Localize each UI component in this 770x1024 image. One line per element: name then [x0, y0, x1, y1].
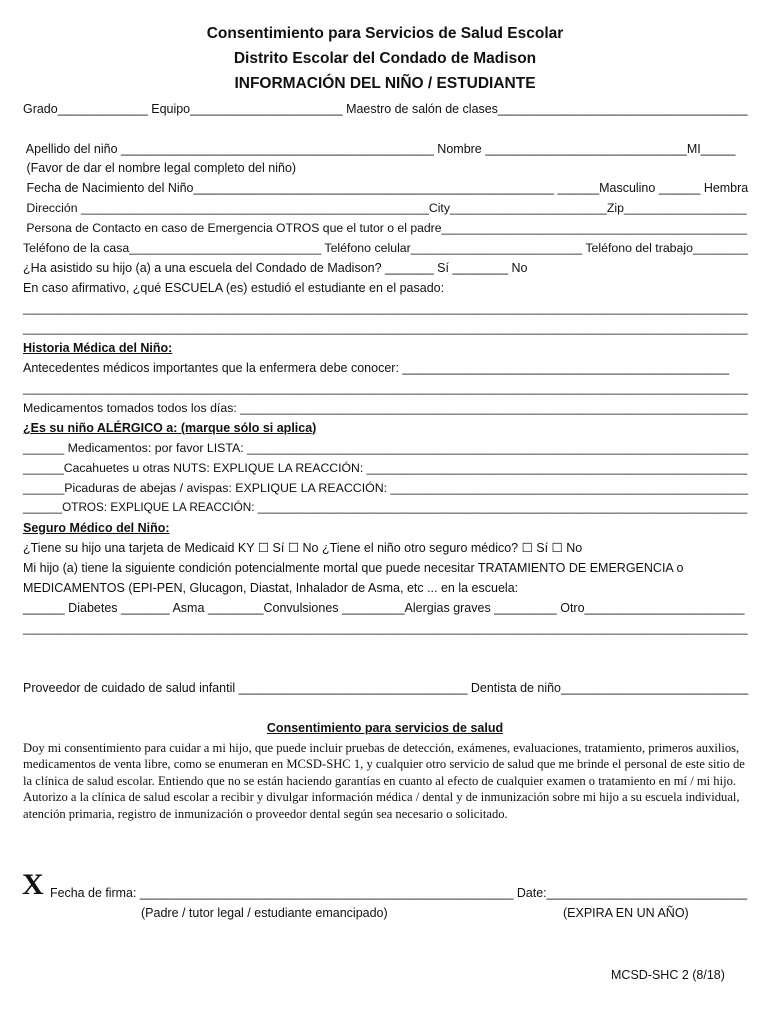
medicaid-question[interactable]: ¿Tiene su hijo una tarjeta de Medicaid KY ☐ Sí ☐ No ¿Tiene el niño otro seguro médico? ☐ Sí ☐ No [23, 541, 583, 555]
attended-madison-line[interactable]: ¿Ha asistido su hijo (a) a una escuela del Condado de Madison? _______ Sí ________ No [23, 261, 528, 275]
signature-x-mark: X [22, 868, 44, 901]
medical-history-heading: Historia Médica del Niño: [23, 341, 173, 355]
previous-school-blank-1[interactable]: ____________________________________________________________________________________________________________ [23, 301, 748, 315]
previous-school-blank-2[interactable]: ____________________________________________________________________________________________________________ [23, 321, 748, 335]
medical-history-line[interactable]: Antecedentes médicos importantes que la enfermera debe conocer: _______________________________________________ [23, 361, 730, 375]
medical-history-blank[interactable]: __________________________________________________________________________________________________________ [23, 381, 748, 395]
expiry-note: (EXPIRA EN UN AÑO) [563, 906, 689, 920]
allergy-nuts-line[interactable]: ______Cacahuetes u otras NUTS: EXPLIQUE LA REACCIÓN: ________________________________________________________ [23, 461, 748, 475]
consent-body: Doy mi consentimiento para cuidar a mi hijo, que puede incluir pruebas de detección, exámenes, evaluaciones, tratamiento, primeros auxilios, medicamentos de venta libre, como se enumeran en MCSD-SHC 1, y cualquier otro servicio de salud que me brinde el personal de este sitio de la clínica de salud escolar. Entiendo que no se están haciendo garantías en cuanto al efecto de cualquier examen o tratamiento en mí / mi hijo. Autorizo a la clínica de salud escolar a recibir y divulgar información médica / dental y de inmunización sobre mi hijo a su escuela individual, atención primaria, registro de inmunización o proveedor dental según sea necesario o solicitado. [23, 741, 745, 821]
signature-date-line[interactable]: Fecha de firma: ______________________________________________________ Date:_____________________________ [50, 886, 748, 900]
condition-statement-1: Mi hijo (a) tiene la siguiente condición potencialmente mortal que puede necesitar TRATAMIENTO DE EMERGENCIA o [23, 561, 684, 575]
allergy-other-line[interactable]: ______OTROS: EXPLIQUE LA REACCIÓN: ___________________________________________________________________________ [23, 501, 748, 514]
signer-note: (Padre / tutor legal / estudiante emancipado) [141, 906, 388, 920]
address-line[interactable]: Dirección ___________________________________________________City_______________________Zip__________________ [23, 201, 747, 215]
legal-name-note: (Favor de dar el nombre legal completo del niño) [23, 161, 297, 175]
section-title: INFORMACIÓN DEL NIÑO / ESTUDIANTE [234, 75, 536, 92]
form-code: MCSD-SHC 2 (8/18) [611, 968, 725, 982]
allergic-heading: ¿Es su niño ALÉRGICO a: (marque sólo si aplica) [23, 421, 317, 435]
consent-heading: Consentimiento para servicios de salud [266, 721, 504, 735]
previous-school-question: En caso afirmativo, ¿qué ESCUELA (es) estudió el estudiante en el pasado: [23, 281, 445, 295]
form-title: Consentimiento para Servicios de Salud Escolar [206, 25, 564, 42]
birth-gender-line[interactable]: Fecha de Nacimiento del Niño____________________________________________________ ______Masculino ______ Hembra [23, 181, 749, 195]
condition-statement-2: MEDICAMENTOS (EPI-PEN, Glucagon, Diastat, Inhalador de Asma, etc ... en la escuela: [23, 581, 519, 595]
emergency-contact-line[interactable]: Persona de Contacto en caso de Emergencia OTROS que el tutor o el padre_____________________________________________ [23, 221, 747, 235]
insurance-heading: Seguro Médico del Niño: [23, 521, 170, 535]
child-name-line[interactable]: Apellido del niño _____________________________________________ Nombre _____________________________MI_____ [23, 142, 736, 156]
phones-line[interactable]: Teléfono de la casa____________________________ Teléfono celular_________________________ Teléfono del trabajo________ [23, 241, 748, 255]
conditions-blank[interactable]: ____________________________________________________________________________________________________________ [23, 621, 748, 635]
grade-line[interactable]: Grado_____________ Equipo______________________ Maestro de salón de clases____________________________________ [23, 102, 748, 116]
district-name: Distrito Escolar del Condado de Madison [233, 50, 537, 67]
allergy-bees-line[interactable]: ______Picaduras de abejas / avispas: EXPLIQUE LA REACCIÓN: ____________________________________________________ [23, 481, 748, 495]
daily-medications-line[interactable]: Medicamentos tomados todos los días: __________________________________________________________________________ [23, 401, 748, 415]
allergy-medications-line[interactable]: ______ Medicamentos: por favor LISTA: _________________________________________________________________________ [23, 441, 749, 455]
providers-line[interactable]: Proveedor de cuidado de salud infantil _________________________________ Dentista de niño___________________________ [23, 681, 749, 695]
conditions-checklist[interactable]: ______ Diabetes _______ Asma ________Convulsiones _________Alergias graves _________ Otro_______________________ [23, 601, 745, 615]
